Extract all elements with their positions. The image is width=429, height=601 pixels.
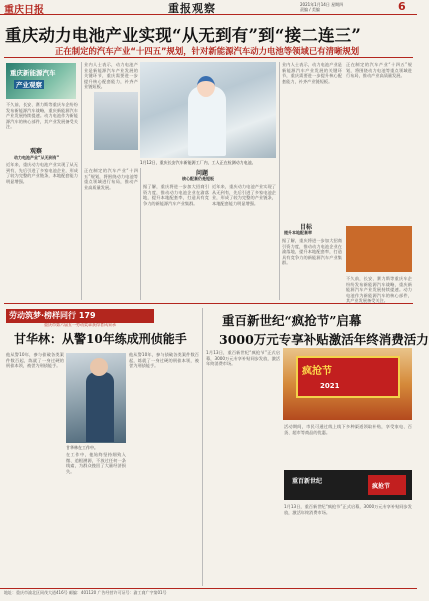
divider xyxy=(4,303,413,304)
series-banner-title xyxy=(9,310,96,321)
ev-photo-subtitle: 产业观察 xyxy=(16,81,42,89)
festival-headline-2: 3000万元专享补贴激活年终消费活力 xyxy=(219,332,429,347)
lead-paragraph-1: 不久前，长安、赛力斯等重庆车企纷纷发布新能源汽车战略，重庆新能源汽车产业发展持续提速。动力电池作为新能源汽车的核心部件，其产业发展备受关注。 xyxy=(6,102,78,130)
police-paragraph-2: 在工作中，他始终坚持细致入微、追根溯源，不放过任何一条线索，为群众挽回了大量经济损失。 xyxy=(66,452,126,474)
editor-text: 责编 / 美编 xyxy=(300,7,320,12)
festival-paragraph-2: 活动期间，市民可通过线上线下多种渠道领取补贴，享受家电、百货、超市等商品的优惠。 xyxy=(284,424,412,435)
lead-paragraph-3: 业内人士表示，动力电池产业是新能源汽车产业发展的关键环节，重庆需要进一步提升核心配套能力，补齐产业链短板。 xyxy=(84,62,138,90)
banner-text: 劳动筑梦·榜样同行 xyxy=(9,311,77,320)
section-label-observe: 观察 xyxy=(30,148,43,155)
lead-paragraph-3b: 业内人士表示，动力电池产业是新能源汽车产业发展的关键环节，重庆需要进一步提升核心配套能力，补齐产业链短板。 xyxy=(282,62,342,84)
police-head xyxy=(90,358,108,376)
police-story-headline: 甘华林：从警10年练成刑侦能手 xyxy=(14,332,187,346)
column-rule xyxy=(140,168,141,300)
column-rule xyxy=(279,62,280,300)
lead-paragraph-4: 正在制定的汽车产业“十四五”规划，将围绕动力电池等重点领域进行布局，推动产业高质量发展。 xyxy=(84,168,138,190)
lead-paragraph-2: 近年来，重庆动力电池产业实现了从无到有，先后引进了多家电池企业，形成了较为完整的产业链条，本地配套能力明显增强。 xyxy=(6,162,78,184)
column-title-1: 动力电池产业“从无到有” xyxy=(14,155,60,160)
divider xyxy=(4,57,413,58)
police-paragraph-3: 他从警10年，参与侦破各类案件数百起，练就了一身过硬的刑侦本领，被誉为刑侦能手。 xyxy=(129,352,199,369)
column-rule xyxy=(81,62,82,300)
issue-date xyxy=(300,2,395,12)
banner-tag: 179 xyxy=(78,311,96,320)
festival-paragraph-1: 1月13日，重百新世纪“疯抢节”正式启幕，3000万元专享补贴同步发放，激活年终消费市场。 xyxy=(206,350,280,367)
ev-photo-title: 重庆新能源汽车 xyxy=(10,69,56,77)
ad-badge-text: 疯抢节 xyxy=(372,483,391,490)
battery-inset-photo xyxy=(94,92,138,150)
series-banner-subtitle: 重庆市第六届五一劳动奖章获得者风采录 xyxy=(44,322,116,327)
lead-paragraph-4b: 正在制定的汽车产业“十四五”规划，将围绕动力电池等重点领域进行布局，推动产业高质量发展。 xyxy=(346,62,412,79)
factory-photo-caption: 1月12日，重庆长安汽车新能源工厂内，工人正在检测动力电池。 xyxy=(140,160,256,165)
newspaper-logo: 重庆日报 xyxy=(4,5,44,16)
section-title: 重报观察 xyxy=(168,2,216,15)
footer-text: 地址：重庆市渝北区同茂大道416号 邮编：401120 广告经营许可证号：渝工商广字第01号 xyxy=(4,590,167,595)
police-photo-caption: 甘华林在工作中。 xyxy=(66,445,98,450)
promo-image xyxy=(346,226,412,272)
festival-paragraph-3: 1月13日，重百新世纪“疯抢节”正式启幕，3000万元专享补贴同步发放，激活年终消费市场。 xyxy=(284,504,412,515)
festival-year: 2021 xyxy=(320,382,340,390)
date-text: 2021年1月14日 星期四 xyxy=(300,2,344,7)
section-label-problem: 问题 xyxy=(196,170,209,177)
page-number: 6 xyxy=(398,0,406,13)
column-rule xyxy=(202,308,203,586)
police-figure xyxy=(86,372,114,442)
worker-head xyxy=(197,76,215,97)
lead-subhead: 正在制定的汽车产业“十四五”规划，针对新能源汽车动力电池等领域已有清晰规划 xyxy=(55,46,360,56)
column-title-2: 核心配套仍是短板 xyxy=(182,176,214,181)
lead-headline: 重庆动力电池产业实现“从无到有”到“接二连三” xyxy=(5,26,362,45)
column-title-3: 提升本地配套率 xyxy=(284,230,312,235)
lead-paragraph-5: 据了解，重庆将进一步加大招商引资力度，推动动力电池企业在渝落地，提升本地配套率，打造具有竞争力的新能源汽车产业集群。 xyxy=(143,184,209,206)
police-paragraph-1: 他从警10年，参与侦破各类案件数百起，练就了一身过硬的刑侦本领，被誉为刑侦能手。 xyxy=(6,352,64,369)
lead-paragraph-5b: 据了解，重庆将进一步加大招商引资力度，推动动力电池企业在渝落地，提升本地配套率，打造具有竞争力的新能源汽车产业集群。 xyxy=(282,238,342,266)
lead-paragraph-1b: 不久前，长安、赛力斯等重庆车企纷纷发布新能源汽车战略，重庆新能源汽车产业发展持续提速。动力电池作为新能源汽车的核心部件，其产业发展备受关注。 xyxy=(346,276,412,304)
festival-sign-text: 疯抢节 xyxy=(302,366,332,377)
festival-headline-1: 重百新世纪“疯抢节”启幕 xyxy=(222,313,362,328)
ad-text: 重百新世纪 xyxy=(292,478,323,485)
lead-paragraph-2b: 近年来，重庆动力电池产业实现了从无到有，先后引进了多家电池企业，形成了较为完整的产业链条，本地配套能力明显增强。 xyxy=(212,184,276,206)
section-label-target: 目标 xyxy=(300,224,313,231)
